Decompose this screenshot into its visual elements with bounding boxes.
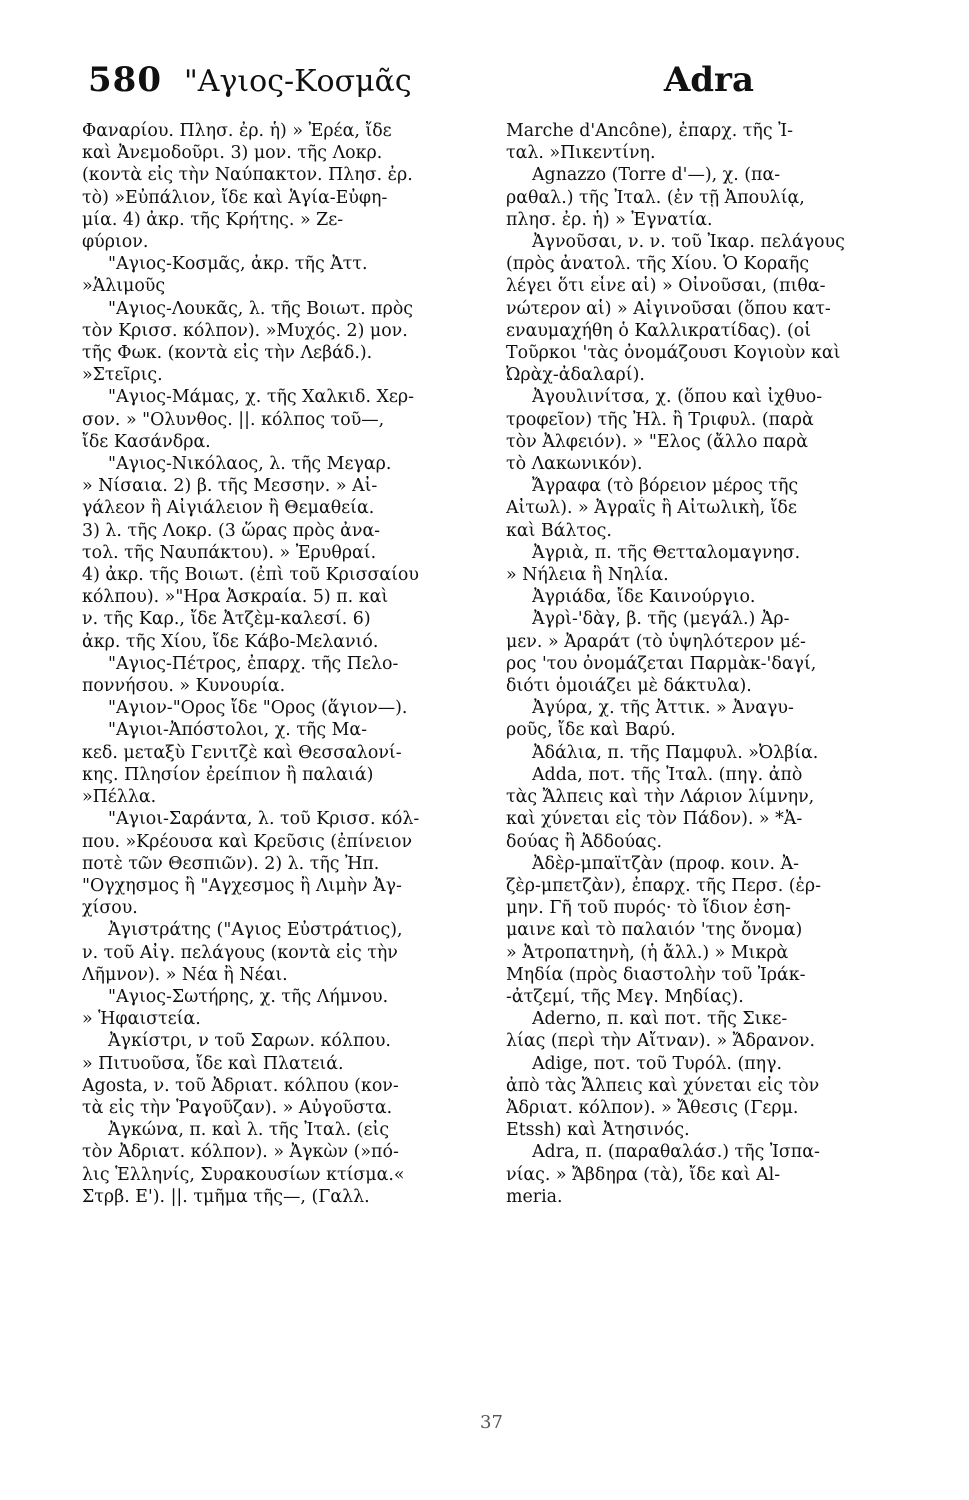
dictionary-entry bbox=[82, 253, 478, 297]
entry-line: καὶ Βάλτος. bbox=[506, 520, 612, 541]
entry-line: Agnazzo (Torre d'—), χ. (πα- bbox=[532, 165, 781, 186]
entry-line: "Ογχησμος ἢ "Αγχεσμος ἢ Λιμὴν Ἀγ- bbox=[82, 875, 402, 896]
entry-line: τὰς Ἄλπεις καὶ τὴν Λάριον λίμνην, bbox=[506, 787, 815, 808]
signature-mark: 37 bbox=[480, 1412, 503, 1433]
entry-line: τὸν Ἀλφειόν). » "Ελος (ἄλλο παρὰ bbox=[506, 431, 808, 452]
entry-line: Ἀδριατ. κόλπον). » Ἄθεσις (Γερμ. bbox=[506, 1097, 799, 1118]
entry-line: μην. Γῆ τοῦ πυρός· τὸ ἴδιον ἐση- bbox=[506, 898, 791, 919]
dictionary-entry bbox=[82, 653, 478, 697]
entry-line: Τοῦρκοι 'τὰς ὀνομάζουσι Κογιοὺν καὶ bbox=[506, 343, 841, 364]
entry-line: ἀπὸ τὰς Ἄλπεις καὶ χύνεται εἰς τὸν bbox=[506, 1075, 820, 1096]
dictionary-entry bbox=[82, 1030, 478, 1074]
entry-line: Aderno, π. καὶ ποτ. τῆς Σικε- bbox=[532, 1009, 788, 1030]
entry-line: ρος 'του ὀνομάζεται Παρμὰκ-'δαγί, bbox=[506, 653, 817, 674]
entry-line: διότι ὁμοιάζει μὲ δάκτυλα). bbox=[506, 676, 752, 697]
dictionary-entry bbox=[506, 764, 928, 853]
dictionary-entry bbox=[82, 453, 478, 653]
entry-line: "Αγιος-Πέτρος, ἐπαρχ. τῆς Πελο- bbox=[108, 653, 399, 674]
left-running-head: "Αγιος-Κοσμᾶς bbox=[183, 64, 412, 99]
page-number: 580 bbox=[88, 60, 162, 100]
entry-line: »Ἁλιμοῦς bbox=[82, 276, 166, 297]
dictionary-entry bbox=[82, 919, 478, 986]
entry-line: φύριον. bbox=[82, 232, 149, 253]
dictionary-entry bbox=[506, 386, 928, 475]
entry-line: Ἀδὲρ-μπαϊτζὰν (προφ. κοιν. Ἀ- bbox=[532, 853, 800, 874]
entry-line: Adda, ποτ. τῆς Ἰταλ. (πηγ. ἀπὸ bbox=[532, 764, 803, 785]
entry-line: ροῦς, ἴδε καὶ Βαρύ. bbox=[506, 720, 676, 741]
entry-line: λέγει ὅτι εἶνε αἱ) » Οἰνοῦσαι, (πιθα- bbox=[506, 276, 826, 297]
entry-line: κεδ. μεταξὺ Γενιτζὲ καὶ Θεσσαλονί- bbox=[82, 742, 402, 763]
entry-line: κης. Πλησίον ἐρείπιον ἢ παλαιά) bbox=[82, 764, 374, 785]
entry-line: "Αγιος-Νικόλαος, λ. τῆς Μεγαρ. bbox=[108, 454, 392, 475]
entry-line: μεν. » Ἀραράτ (τὸ ὑψηλότερον μέ- bbox=[506, 631, 806, 652]
entry-line: Adige, ποτ. τοῦ Τυρόλ. (πηγ. bbox=[532, 1053, 782, 1074]
entry-line: καὶ Ἀνεμοδοῦρι. 3) μον. τῆς Λοκρ. bbox=[82, 143, 383, 164]
entry-line: » Ἀτροπατηνὴ, (ἡ ἄλλ.) » Μικρὰ bbox=[506, 942, 789, 963]
entry-line: "Αγιον-"Ορος ἴδε "Ορος (ἅγιον—). bbox=[108, 698, 408, 719]
entry-line: ποτὲ τῶν Θεσπιῶν). 2) λ. τῆς Ἠπ. bbox=[82, 853, 380, 874]
dictionary-entry bbox=[506, 697, 928, 741]
entry-line: ἴδε Κασάνδρα. bbox=[82, 431, 211, 452]
dictionary-entry bbox=[82, 719, 478, 808]
entry-line: ζὲρ-μπετζὰν), ἐπαρχ. τῆς Περσ. (ἑρ- bbox=[506, 875, 821, 896]
entry-line: Μηδία (πρὸς διαστολὴν τοῦ Ἰράκ- bbox=[506, 964, 806, 985]
page-header bbox=[88, 60, 754, 110]
entry-line: τῆς Φωκ. (κοντὰ εἰς τὴν Λεβάδ.). bbox=[82, 343, 373, 364]
entry-line: 3) λ. τῆς Λοκρ. (3 ὥρας πρὸς ἀνα- bbox=[82, 520, 381, 541]
entry-line: λις Ἑλληνίς, Συρακουσίων κτίσμα.« bbox=[82, 1164, 405, 1185]
entry-line: » Νίσαια. 2) β. τῆς Μεσσην. » Αἰ- bbox=[82, 476, 378, 497]
entry-line: ποννήσου. » Κυνουρία. bbox=[82, 676, 286, 697]
dictionary-entry bbox=[506, 1141, 928, 1208]
entry-line: Ἀγριὰ, π. τῆς Θετταλομαγνησ. bbox=[532, 542, 801, 563]
entry-line: λίας (περὶ τὴν Αἴτναν). » Ἄδρανον. bbox=[506, 1031, 816, 1052]
entry-line: τὸ) »Εὐπάλιον, ἴδε καὶ Ἁγία-Εὐφη- bbox=[82, 187, 388, 208]
dictionary-entry bbox=[82, 697, 478, 719]
entry-line: Ἀγιστράτης ("Αγιος Εὐστράτιος), bbox=[108, 920, 403, 941]
dictionary-entry bbox=[506, 231, 928, 386]
entry-line: Ὠρὰχ-ἀδαλαρί). bbox=[506, 365, 645, 386]
entry-line: "Αγιοι-Σαράντα, λ. τοῦ Κρισσ. κόλ- bbox=[108, 809, 420, 830]
dictionary-entry bbox=[82, 808, 478, 919]
entry-line: "Αγιοι-Ἀπόστολοι, χ. τῆς Μα- bbox=[108, 720, 368, 741]
entry-line: νώτερον αἱ) » Αἰγινοῦσαι (ὅπου κατ- bbox=[506, 298, 831, 319]
entry-line: Ἀγνοῦσαι, ν. ν. τοῦ Ἰκαρ. πελάγους bbox=[532, 232, 845, 253]
entry-line: Ἀγρὶ-'δὰγ, β. τῆς (μεγάλ.) Ἀρ- bbox=[532, 609, 790, 630]
entry-line: δούας ἢ Ἀδδούας. bbox=[506, 831, 663, 852]
right-running-head: Adra bbox=[663, 60, 754, 100]
entry-line: "Αγιος-Μάμας, χ. τῆς Χαλκιδ. Χερ- bbox=[108, 387, 415, 408]
entry-line: Etssh) καὶ Ἀτησινός. bbox=[506, 1120, 690, 1141]
entry-line: Ἀγκίστρι, ν τοῦ Σαρων. κόλπου. bbox=[108, 1031, 391, 1052]
entry-line: τὸν Ἀδριατ. κόλπον). » Ἀγκὼν (»πό- bbox=[82, 1142, 399, 1163]
entry-line: 4) ἀκρ. τῆς Βοιωτ. (ἐπὶ τοῦ Κρισσαίου bbox=[82, 565, 419, 586]
entry-line: "Αγιος-Σωτήρης, χ. τῆς Λήμνου. bbox=[108, 986, 389, 1007]
dictionary-entry bbox=[506, 120, 928, 164]
entry-line: Στρβ. Ε'). ||. τμῆμα τῆς—, (Γαλλ. bbox=[82, 1186, 370, 1207]
entry-line: Ἀγουλινίτσα, χ. (ὅπου καὶ ἰχθυο- bbox=[532, 387, 823, 408]
entry-line: χίσου. bbox=[82, 898, 138, 919]
entry-line: Marche d'Ancône), ἐπαρχ. τῆς Ἰ- bbox=[506, 121, 794, 141]
left-column bbox=[82, 120, 478, 1208]
entry-line: ταλ. »Πικεντίνη. bbox=[506, 143, 656, 164]
entry-line: Adra, π. (παραθαλάσ.) τῆς Ἰσπα- bbox=[532, 1142, 820, 1163]
entry-line: που. »Κρέουσα καὶ Κρεῦσις (ἐπίνειον bbox=[82, 831, 413, 852]
entry-line: Φαναρίου. Πλησ. ἐρ. ἡ) » Ἐρέα, ἴδε bbox=[82, 121, 392, 141]
dictionary-entry bbox=[82, 298, 478, 387]
entry-line: τὸν Κρισσ. κόλπον). »Μυχός. 2) μον. bbox=[82, 320, 408, 341]
dictionary-entry bbox=[82, 120, 478, 253]
entry-line: μία. 4) ἀκρ. τῆς Κρήτης. » Ζε- bbox=[82, 209, 344, 230]
header-left bbox=[88, 60, 412, 100]
dictionary-entry bbox=[82, 986, 478, 1030]
entry-line: meria. bbox=[506, 1186, 563, 1207]
dictionary-entry bbox=[506, 608, 928, 697]
entry-line: τὰ εἰς τὴν Ῥαγοῦζαν). » Αὐγοῦστα. bbox=[82, 1097, 393, 1118]
dictionary-entry bbox=[506, 742, 928, 764]
entry-line: » Νήλεια ἢ Νηλία. bbox=[506, 565, 669, 586]
entry-line: γάλεον ἢ Αἰγιάλειον ἢ Θεμαθεία. bbox=[82, 498, 375, 519]
entry-line: τὸ Λακωνικόν). bbox=[506, 454, 643, 475]
dictionary-entry bbox=[82, 1119, 478, 1208]
entry-line: Ἀγριάδα, ἴδε Καινούργιο. bbox=[532, 587, 756, 608]
entry-line: καὶ χύνεται εἰς τὸν Πάδον). » *Ἀ- bbox=[506, 809, 803, 830]
dictionary-entry bbox=[82, 1075, 478, 1119]
entry-line: Λῆμνον). » Νέα ἢ Νέαι. bbox=[82, 964, 288, 985]
dictionary-entry bbox=[506, 475, 928, 542]
entry-line: πλησ. ἐρ. ἡ) » Ἐγνατία. bbox=[506, 209, 713, 230]
entry-line: ν. τῆς Καρ., ἴδε Ἀτζὲμ-καλεσί. 6) bbox=[82, 609, 371, 630]
entry-line: Ἄγραφα (τὸ βόρειον μέρος τῆς bbox=[532, 476, 799, 497]
entry-line: (κοντὰ εἰς τὴν Ναύπακτον. Πλησ. ἐρ. bbox=[82, 165, 413, 186]
entry-line: Ἀγύρα, χ. τῆς Ἀττικ. » Ἀναγυ- bbox=[532, 698, 794, 719]
entry-line: νίας. » Ἄβδηρα (τὰ), ἴδε καὶ Al- bbox=[506, 1164, 781, 1185]
entry-line: (πρὸς ἀνατολ. τῆς Χίου. Ὁ Κοραῆς bbox=[506, 254, 810, 275]
entry-line: "Αγιος-Λουκᾶς, λ. τῆς Βοιωτ. πρὸς bbox=[108, 298, 414, 319]
entry-line: -ἀτζεμί, τῆς Μεγ. Μηδίας). bbox=[506, 986, 744, 1007]
dictionary-entry bbox=[506, 164, 928, 231]
entry-line: ἀκρ. τῆς Χίου, ἴδε Κάβο-Μελανιό. bbox=[82, 631, 379, 652]
entry-line: » Ἡφαιστεία. bbox=[82, 1009, 201, 1030]
entry-line: Ἀγκώνα, π. καὶ λ. τῆς Ἰταλ. (εἰς bbox=[108, 1120, 390, 1141]
entry-line: »Πέλλα. bbox=[82, 787, 157, 808]
entry-line: τροφεῖον) τῆς Ἠλ. ἢ Τριφυλ. (παρὰ bbox=[506, 409, 814, 430]
entry-line: μαινε καὶ τὸ παλαιόν 'της ὄνομα) bbox=[506, 920, 803, 941]
entry-line: »Στεῖρις. bbox=[82, 365, 163, 386]
dictionary-entry bbox=[506, 1053, 928, 1142]
entry-line: εναυμαχήθη ὁ Καλλικρατίδας). (οἱ bbox=[506, 320, 812, 341]
entry-line: Agosta, ν. τοῦ Ἀδριατ. κόλπου (κον- bbox=[82, 1075, 399, 1096]
right-column bbox=[506, 120, 928, 1208]
entry-line: σον. » "Ολυνθος. ||. κόλπος τοῦ—, bbox=[82, 409, 385, 430]
entry-line: "Αγιος-Κοσμᾶς, ἀκρ. τῆς Ἀττ. bbox=[108, 254, 368, 275]
entry-line: » Πιτυοῦσα, ἴδε καὶ Πλατειά. bbox=[82, 1053, 344, 1074]
entry-line: Ἀδάλια, π. τῆς Παμφυλ. »Ὀλβία. bbox=[532, 742, 819, 763]
dictionary-entry bbox=[506, 542, 928, 586]
entry-line: ν. τοῦ Αἰγ. πελάγους (κοντὰ εἰς τὴν bbox=[82, 942, 398, 963]
entry-line: κόλπου). »"Ηρα Ἀσκραία. 5) π. καὶ bbox=[82, 587, 389, 608]
dictionary-entry bbox=[82, 386, 478, 453]
dictionary-entry bbox=[506, 853, 928, 1008]
entry-line: Αἰτωλ). » Ἀγραΐς ἢ Αἰτωλικὴ, ἴδε bbox=[506, 498, 797, 519]
entry-line: ραθαλ.) τῆς Ἰταλ. (ἐν τῇ Ἀπουλίᾳ, bbox=[506, 187, 805, 208]
dictionary-entry bbox=[506, 586, 928, 608]
dictionary-entry bbox=[506, 1008, 928, 1052]
entry-line: τολ. τῆς Ναυπάκτου). » Ἐρυθραί. bbox=[82, 542, 377, 563]
